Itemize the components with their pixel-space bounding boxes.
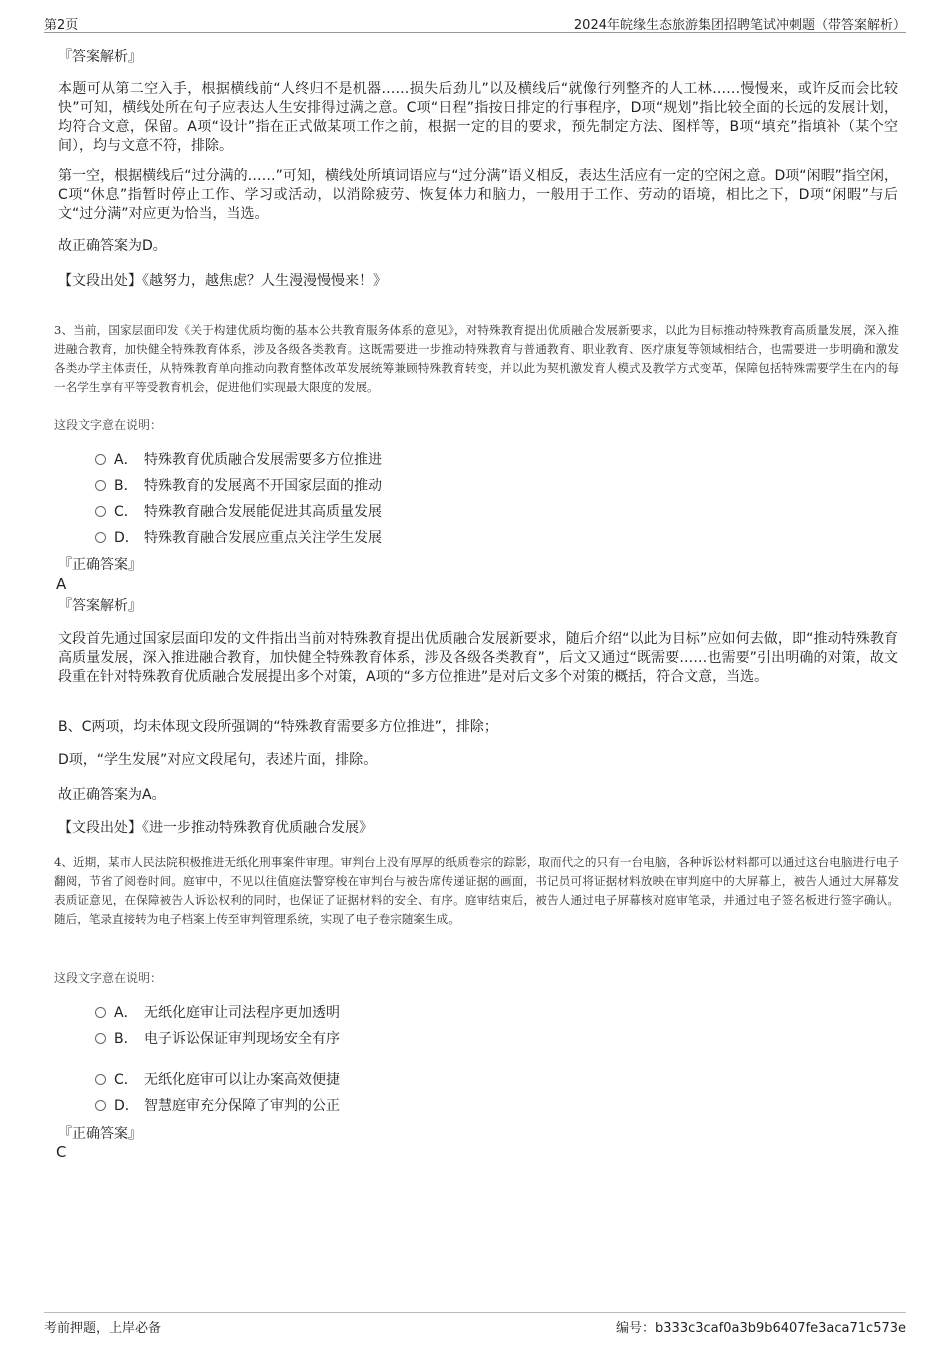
q4-answer-label: 『正确答案』 — [58, 1126, 142, 1142]
q3-analysis-p3: D项，“学生发展”对应文段尾句，表述片面，排除。 — [58, 752, 378, 768]
q3-source: 【文段出处】《进一步推动特殊教育优质融合发展》 — [58, 820, 373, 836]
radio-icon[interactable] — [95, 1007, 106, 1018]
radio-icon[interactable] — [95, 454, 106, 465]
footer-serial: 编号：b333c3caf0a3b9b6407fe3aca71c573e — [616, 1321, 906, 1336]
page-number: 第2页 — [44, 18, 79, 33]
q3-analysis-label: 『答案解析』 — [58, 598, 142, 614]
radio-icon[interactable] — [95, 1100, 106, 1111]
radio-icon[interactable] — [95, 1033, 106, 1044]
q3-text: 3、当前，国家层面印发《关于构建优质均衡的基本公共教育服务体系的意见》，对特殊教育提出优质融合发展新要求，以此为目标推动特殊教育高质量发展，深入推进融合教育，加快健全特殊教育体系，涉及各级各类教育。这既需要进一步推动特殊教育与普通教育、职业教育、医疗康复等领域相结合，也需要进一步明确和激发各类办学主体责任，从特殊教育单向推动向教育整体改革发展统筹兼顾特殊教育转变，并以此为契机激发育人模式及教学方式变革，保障包括特殊需要学生在内的每一名学生享有平等受教育机会，促进他们实现最大限度的发展。 — [54, 323, 899, 394]
radio-icon[interactable] — [95, 480, 106, 491]
q4-prompt: 这段文字意在说明： — [54, 971, 163, 985]
footer-slogan: 考前押题，上岸必备 — [44, 1321, 162, 1336]
radio-icon[interactable] — [95, 532, 106, 543]
page-footer — [44, 1312, 906, 1337]
q3-analysis-p2: B、C两项，均未体现文段所强调的“特殊教育需要多方位推进”，排除； — [58, 719, 498, 735]
q4-option-a[interactable]: A． 无纸化庭审让司法程序更加透明 — [95, 1003, 340, 1023]
q4-option-b[interactable]: B． 电子诉讼保证审判现场安全有序 — [95, 1029, 340, 1049]
q2-analysis-label: 『答案解析』 — [58, 49, 142, 65]
q3-analysis-p4: 故正确答案为A。 — [58, 787, 166, 803]
q3-answer: A — [56, 575, 67, 593]
q3-option-d[interactable]: D． 特殊教育融合发展应重点关注学生发展 — [95, 528, 382, 548]
q3-prompt: 这段文字意在说明： — [54, 418, 163, 432]
radio-icon[interactable] — [95, 1074, 106, 1085]
document-title: 2024年皖缘生态旅游集团招聘笔试冲刺题（带答案解析） — [573, 18, 906, 33]
q3-answer-label: 『正确答案』 — [58, 557, 142, 573]
q2-analysis-p3: 故正确答案为D。 — [58, 238, 167, 254]
q4-option-c[interactable]: C． 无纸化庭审可以让办案高效便捷 — [95, 1070, 340, 1090]
q2-analysis-p2: 第一空，根据横线后“过分满的……”可知，横线处所填词语应与“过分满”语义相反，表达生活应有一定的空闲之意。D项“闲暇”指空闲，C项“休息”指暂时停止工作、学习或活动，以消除疲劳、恢复体力和脑力，一般用于工作、劳动的语境，相比之下，D项“闲暇”与后文“过分满”对应更为恰当，当选。 — [58, 168, 898, 222]
q4-answer: C — [56, 1143, 67, 1161]
q2-source: 【文段出处】《越努力，越焦虑？人生漫漫慢慢来！》 — [58, 273, 387, 289]
q3-option-c[interactable]: C． 特殊教育融合发展能促进其高质量发展 — [95, 502, 382, 522]
q3-option-a[interactable]: A． 特殊教育优质融合发展需要多方位推进 — [95, 450, 382, 470]
q2-analysis-p1: 本题可从第二空入手，根据横线前“人终归不是机器……损失后劲儿”以及横线后“就像行列整齐的人工林……慢慢来，或许反而会比较快”可知，横线处所在句子应表达人生安排得过满之意。C项“日程”指按日排定的行事程序，D项“规划”指比较全面的长远的发展计划，均符合文意，保留。A项“设计”指在正式做某项工作之前，根据一定的目的要求，预先制定方法、图样等，B项“填充”指填补（某个空间），均与文意不符，排除。 — [58, 81, 898, 154]
q3-analysis-p1: 文段首先通过国家层面印发的文件指出当前对特殊教育提出优质融合发展新要求，随后介绍“以此为目标”应如何去做，即“推动特殊教育高质量发展，深入推进融合教育，加快健全特殊教育体系，涉及各级各类教育”，后文又通过“既需要……也需要”引出明确的对策，故文段重在针对特殊教育优质融合发展提出多个对策，A项的“多方位推进”是对后文多个对策的概括，符合文意，当选。 — [58, 631, 898, 685]
q3-option-b[interactable]: B． 特殊教育的发展离不开国家层面的推动 — [95, 476, 382, 496]
q4-option-d[interactable]: D． 智慧庭审充分保障了审判的公正 — [95, 1096, 340, 1116]
page-header — [44, 12, 906, 33]
radio-icon[interactable] — [95, 506, 106, 517]
q4-text: 4、近期，某市人民法院积极推进无纸化刑事案件审理。审判台上没有厚厚的纸质卷宗的踪影，取而代之的只有一台电脑，各种诉讼材料都可以通过这台电脑进行电子翻阅，节省了阅卷时间。庭审中，不见以往值庭法警穿梭在审判台与被告席传递证据的画面，书记员可将证据材料放映在审判庭中的大屏幕上，被告人通过大屏幕发表质证意见，在保障被告人诉讼权利的同时，也保证了证据材料的安全、有序。庭审结束后，被告人通过电子屏幕核对庭审笔录，并通过电子签名板进行签字确认。随后，笔录直接转为电子档案上传至审判管理系统，实现了电子卷宗随案生成。 — [54, 855, 899, 926]
